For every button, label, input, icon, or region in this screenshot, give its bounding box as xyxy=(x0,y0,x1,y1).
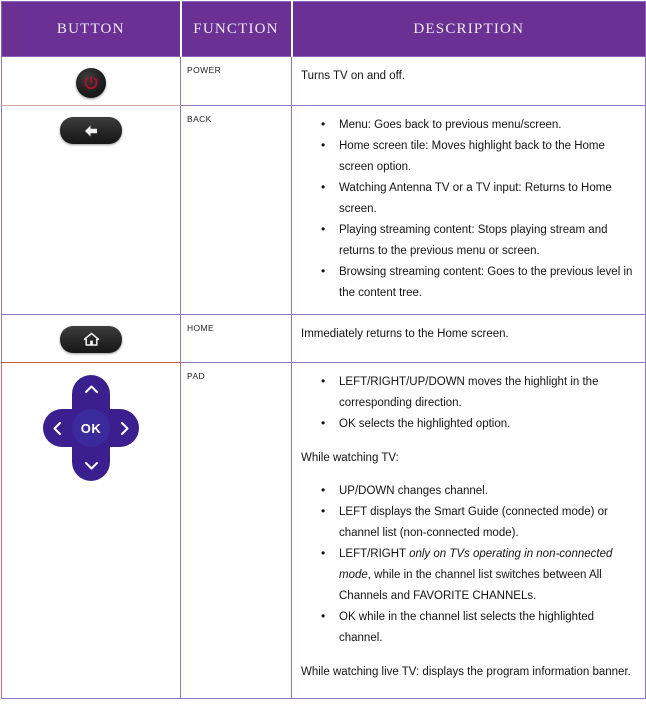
chevron-up-icon[interactable] xyxy=(84,383,99,396)
function-cell-power: POWER xyxy=(181,57,292,106)
header-row xyxy=(2,2,646,57)
button-function-table xyxy=(1,1,646,699)
table-row xyxy=(2,57,646,106)
description-bullet-list-top xyxy=(292,372,635,435)
power-button-holder xyxy=(2,57,180,98)
column-header-description: DESCRIPTION xyxy=(292,2,646,57)
description-cell-back xyxy=(292,106,646,315)
table-row xyxy=(2,315,646,363)
chevron-down-icon[interactable] xyxy=(84,460,99,473)
home-button-icon[interactable] xyxy=(60,326,122,353)
table-row xyxy=(2,106,646,315)
function-cell-back: BACK xyxy=(181,106,292,315)
list-item: • LEFT/RIGHT/UP/DOWN moves the highlight in the corresponding direction. xyxy=(321,372,635,414)
description-cell-home xyxy=(292,315,646,363)
list-item-italic xyxy=(321,544,635,607)
list-item: • Menu: Goes back to previous menu/screen. xyxy=(321,115,635,136)
list-item: • OK while in the channel list selects the highlighted channel. xyxy=(321,607,635,649)
column-header-function: FUNCTION xyxy=(181,2,292,57)
ok-button[interactable]: OK xyxy=(72,409,110,447)
list-item: • UP/DOWN changes channel. xyxy=(321,481,635,502)
function-cell-pad: PAD xyxy=(181,363,292,699)
power-button-icon[interactable] xyxy=(76,68,106,98)
button-cell-pad xyxy=(2,363,181,699)
table-body xyxy=(2,57,646,699)
description-text: Turns TV on and off. xyxy=(301,70,405,82)
button-cell-power xyxy=(2,57,181,106)
table-row xyxy=(2,363,646,699)
description-cell-pad xyxy=(292,363,646,699)
button-cell-back xyxy=(2,106,181,315)
chevron-right-icon[interactable] xyxy=(120,421,130,438)
list-item: • Home screen tile: Moves highlight back to the Home screen option. xyxy=(321,136,635,178)
list-item: • Watching Antenna TV or a TV input: Returns to Home screen. xyxy=(321,178,635,220)
home-button-holder xyxy=(2,315,180,353)
description-bullet-list xyxy=(292,115,635,304)
back-arrow-button-icon[interactable] xyxy=(60,117,122,144)
bullet-suffix: , while in the channel list switches between All Channels and FAVORITE CHANNELs. xyxy=(339,569,602,602)
description-paragraph-while-watching-tv: While watching TV: xyxy=(301,452,399,464)
list-item: • Playing streaming content: Stops playing stream and returns to the previous menu or screen. xyxy=(321,220,635,262)
description-paragraph-live-tv: While watching live TV: displays the program information banner. xyxy=(301,666,631,678)
remote-control-reference-table xyxy=(0,1,646,704)
back-button-holder xyxy=(2,106,180,144)
button-cell-home xyxy=(2,315,181,363)
description-bullet-list-middle xyxy=(292,481,635,649)
bullet-italic-phrase: only on TVs operating in non-connected mode xyxy=(339,548,613,581)
description-text: Immediately returns to the Home screen. xyxy=(301,328,509,340)
description-cell-power xyxy=(292,57,646,106)
dpad-holder xyxy=(2,363,180,481)
chevron-left-icon[interactable] xyxy=(52,421,62,438)
list-item: • OK selects the highlighted option. xyxy=(321,414,635,435)
bullet-prefix: LEFT/RIGHT xyxy=(339,548,410,560)
column-header-button: BUTTON xyxy=(2,2,181,57)
function-cell-home: HOME xyxy=(181,315,292,363)
directional-pad-icon[interactable] xyxy=(43,375,139,481)
table-header xyxy=(2,2,646,57)
list-item: • Browsing streaming content: Goes to the previous level in the content tree. xyxy=(321,262,635,304)
list-item: • LEFT displays the Smart Guide (connected mode) or channel list (non-connected mode). xyxy=(321,502,635,544)
